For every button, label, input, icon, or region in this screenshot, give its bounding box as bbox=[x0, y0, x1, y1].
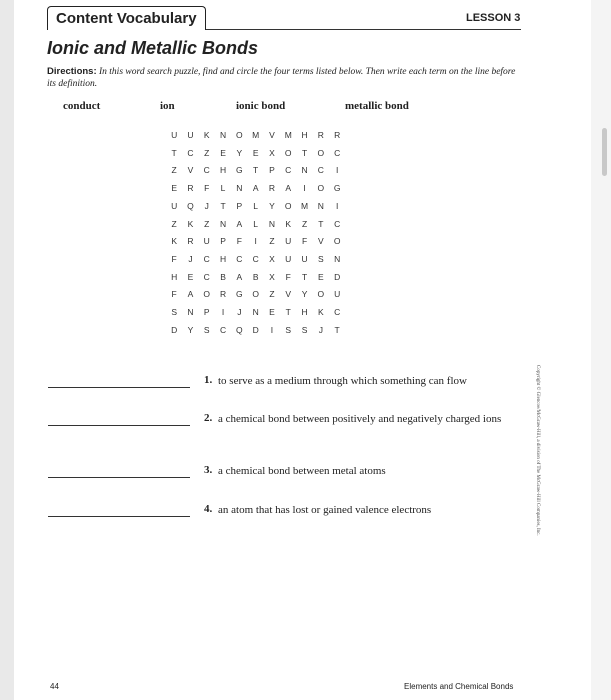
term-item: ion bbox=[160, 100, 175, 112]
grid-letter[interactable]: A bbox=[187, 289, 194, 300]
grid-letter[interactable]: A bbox=[236, 271, 243, 282]
grid-letter[interactable]: J bbox=[188, 253, 193, 264]
grid-letter[interactable]: K bbox=[203, 130, 210, 140]
grid-letter[interactable]: N bbox=[268, 218, 276, 229]
grid-letter[interactable]: I bbox=[335, 200, 339, 211]
grid-letter[interactable]: T bbox=[253, 165, 259, 176]
lesson-label: LESSON 3 bbox=[466, 12, 521, 24]
grid-letter[interactable]: T bbox=[301, 271, 308, 282]
grid-letter[interactable]: Z bbox=[204, 147, 210, 158]
grid-letter[interactable]: O bbox=[284, 200, 292, 211]
grid-letter[interactable]: N bbox=[317, 200, 324, 211]
grid-letter[interactable]: Z bbox=[171, 165, 177, 176]
grid-letter[interactable]: I bbox=[335, 165, 339, 176]
grid-letter[interactable]: G bbox=[333, 183, 341, 194]
grid-letter[interactable]: X bbox=[269, 253, 275, 264]
definition-text: to serve as a medium through which something can flow bbox=[218, 375, 467, 387]
grid-letter[interactable]: C bbox=[252, 253, 259, 264]
grid-letter[interactable]: E bbox=[252, 147, 259, 158]
grid-letter[interactable]: M bbox=[252, 130, 260, 140]
grid-letter[interactable]: R bbox=[317, 130, 324, 140]
grid-letter[interactable]: T bbox=[220, 200, 226, 211]
grid-letter[interactable]: L bbox=[253, 200, 259, 211]
grid-letter[interactable]: D bbox=[171, 324, 178, 335]
grid-letter[interactable]: R bbox=[187, 236, 194, 247]
grid-letter[interactable]: O bbox=[203, 289, 211, 300]
grid-letter[interactable]: C bbox=[203, 253, 210, 264]
grid-letter[interactable]: R bbox=[219, 289, 227, 300]
grid-letter[interactable]: V bbox=[318, 236, 324, 247]
grid-letter[interactable]: M bbox=[284, 130, 292, 140]
term-item: metallic bond bbox=[345, 100, 409, 112]
grid-letter[interactable]: M bbox=[300, 200, 309, 211]
definition-row bbox=[0, 503, 611, 533]
grid-letter[interactable]: U bbox=[285, 253, 292, 264]
grid-letter[interactable]: O bbox=[236, 130, 243, 140]
grid-letter[interactable]: A bbox=[285, 183, 292, 194]
grid-letter[interactable]: O bbox=[317, 289, 325, 300]
grid-letter[interactable]: Y bbox=[269, 200, 275, 211]
grid-letter[interactable]: I bbox=[270, 324, 274, 335]
answer-line[interactable] bbox=[48, 516, 190, 517]
definition-row bbox=[0, 374, 611, 404]
grid-letter[interactable]: H bbox=[219, 165, 227, 176]
grid-letter[interactable]: E bbox=[269, 307, 275, 317]
grid-letter[interactable]: C bbox=[334, 147, 341, 158]
grid-letter[interactable]: S bbox=[318, 253, 324, 264]
term-item: ionic bond bbox=[236, 100, 286, 112]
grid-letter[interactable]: U bbox=[301, 253, 308, 264]
grid-letter[interactable]: P bbox=[236, 200, 243, 211]
section-tag: Content Vocabulary bbox=[47, 6, 206, 30]
grid-letter[interactable]: K bbox=[187, 218, 194, 229]
grid-letter[interactable]: X bbox=[269, 271, 275, 282]
grid-letter[interactable]: C bbox=[203, 271, 210, 282]
grid-letter[interactable]: F bbox=[171, 289, 177, 300]
grid-letter[interactable]: C bbox=[334, 307, 341, 317]
grid-letter[interactable]: J bbox=[204, 200, 209, 211]
grid-letter[interactable]: K bbox=[285, 218, 292, 229]
grid-letter[interactable]: C bbox=[334, 218, 341, 229]
grid-letter[interactable]: U bbox=[187, 130, 194, 140]
grid-letter[interactable]: P bbox=[220, 236, 226, 247]
grid-letter[interactable]: G bbox=[236, 165, 243, 176]
grid-letter[interactable]: T bbox=[301, 147, 308, 158]
grid-letter[interactable]: O bbox=[284, 147, 292, 158]
grid-letter[interactable]: O bbox=[317, 183, 325, 194]
definition-number: 3. bbox=[204, 464, 213, 476]
grid-letter[interactable]: N bbox=[219, 218, 227, 229]
grid-letter[interactable]: K bbox=[171, 236, 177, 247]
grid-letter[interactable]: C bbox=[187, 147, 194, 158]
answer-line[interactable] bbox=[48, 387, 190, 388]
grid-letter[interactable]: T bbox=[334, 324, 340, 335]
grid-letter[interactable]: V bbox=[269, 130, 275, 140]
grid-letter[interactable]: C bbox=[219, 324, 227, 335]
grid-letter[interactable]: Y bbox=[236, 147, 243, 158]
definition-number: 1. bbox=[204, 374, 213, 386]
directions-text: In this word search puzzle, find and circle the four terms listed below. Then write each term on the line before its definition. bbox=[47, 67, 516, 89]
grid-letter[interactable]: C bbox=[317, 165, 324, 176]
grid-letter[interactable]: F bbox=[236, 236, 242, 247]
grid-letter[interactable]: Y bbox=[301, 289, 308, 300]
grid-letter[interactable]: B bbox=[252, 271, 259, 282]
grid-letter[interactable]: N bbox=[301, 165, 308, 176]
grid-letter[interactable]: U bbox=[334, 289, 341, 300]
grid-letter[interactable]: H bbox=[219, 253, 227, 264]
definition-number: 2. bbox=[204, 412, 213, 424]
grid-letter[interactable]: P bbox=[203, 307, 210, 317]
grid-letter[interactable]: R bbox=[187, 183, 194, 194]
grid-letter[interactable]: O bbox=[252, 289, 259, 300]
copyright-notice: Copyright © Glencoe/McGraw-Hill, a division of The McGraw-Hill Companies, Inc. bbox=[535, 365, 540, 536]
grid-letter[interactable]: Z bbox=[269, 236, 275, 247]
grid-letter[interactable]: Q bbox=[236, 324, 243, 335]
grid-letter[interactable]: T bbox=[285, 307, 291, 317]
grid-letter[interactable]: U bbox=[171, 200, 178, 211]
grid-letter[interactable]: N bbox=[219, 130, 227, 140]
grid-letter[interactable]: V bbox=[285, 289, 292, 300]
grid-letter[interactable]: U bbox=[203, 236, 210, 247]
definition-text: a chemical bond between metal atoms bbox=[218, 465, 386, 477]
directions bbox=[47, 66, 517, 90]
grid-letter[interactable]: P bbox=[269, 165, 275, 176]
grid-letter[interactable]: F bbox=[285, 271, 291, 282]
grid-letter[interactable]: E bbox=[318, 271, 324, 282]
grid-letter[interactable]: Z bbox=[171, 218, 177, 229]
grid-letter[interactable]: D bbox=[252, 324, 259, 335]
grid-letter[interactable]: X bbox=[269, 147, 275, 158]
page-title: Ionic and Metallic Bonds bbox=[47, 38, 259, 58]
grid-letter[interactable]: A bbox=[236, 218, 243, 229]
grid-letter[interactable]: Z bbox=[301, 218, 308, 229]
scrollbar-thumb[interactable] bbox=[602, 128, 607, 176]
grid-letter[interactable]: S bbox=[171, 307, 177, 317]
directions-label: Directions: bbox=[47, 66, 97, 77]
grid-letter[interactable]: S bbox=[301, 324, 308, 335]
grid-letter[interactable]: S bbox=[285, 324, 292, 335]
grid-letter[interactable]: Z bbox=[269, 289, 275, 300]
grid-letter[interactable]: R bbox=[268, 183, 276, 194]
grid-letter[interactable]: N bbox=[334, 253, 341, 264]
grid-letter[interactable]: U bbox=[285, 236, 292, 247]
grid-letter[interactable]: C bbox=[285, 165, 292, 176]
grid-letter[interactable]: F bbox=[301, 236, 308, 247]
grid-letter[interactable]: I bbox=[303, 183, 306, 194]
grid-letter[interactable]: E bbox=[220, 147, 226, 158]
definition-number: 4. bbox=[204, 503, 213, 515]
grid-letter[interactable]: E bbox=[187, 271, 194, 282]
definition-row bbox=[0, 464, 611, 494]
grid-letter[interactable]: T bbox=[171, 147, 177, 158]
grid-letter[interactable]: F bbox=[171, 253, 177, 264]
grid-letter[interactable]: J bbox=[318, 324, 323, 335]
grid-letter[interactable]: N bbox=[252, 307, 259, 317]
definition-text: a chemical bond between positively and negatively charged ions bbox=[218, 413, 502, 425]
grid-letter[interactable]: C bbox=[236, 253, 243, 264]
grid-letter[interactable]: J bbox=[237, 307, 242, 317]
footer-title: Elements and Chemical Bonds bbox=[404, 682, 514, 691]
grid-letter[interactable]: H bbox=[171, 271, 178, 282]
grid-letter[interactable]: O bbox=[333, 236, 341, 247]
grid-letter[interactable]: I bbox=[254, 236, 257, 247]
grid-letter[interactable]: N bbox=[236, 183, 243, 194]
grid-letter[interactable]: F bbox=[204, 183, 210, 194]
grid-letter[interactable]: K bbox=[318, 307, 324, 317]
grid-letter[interactable]: A bbox=[252, 183, 259, 194]
grid-letter[interactable]: L bbox=[253, 218, 259, 229]
grid-letter[interactable]: T bbox=[318, 218, 324, 229]
definition-text: an atom that has lost or gained valence electrons bbox=[218, 504, 432, 516]
grid-letter[interactable]: O bbox=[317, 147, 325, 158]
grid-letter[interactable]: B bbox=[220, 271, 226, 282]
grid-letter[interactable]: U bbox=[171, 130, 178, 140]
page-number: 44 bbox=[50, 682, 59, 691]
term-list bbox=[0, 100, 611, 114]
grid-letter[interactable]: D bbox=[334, 271, 341, 282]
answer-line[interactable] bbox=[48, 477, 190, 478]
grid-letter[interactable]: Y bbox=[187, 324, 194, 335]
grid-letter[interactable]: N bbox=[187, 307, 194, 317]
grid-letter[interactable]: C bbox=[203, 165, 210, 176]
grid-letter[interactable]: E bbox=[171, 183, 177, 194]
grid-letter[interactable]: L bbox=[220, 183, 226, 194]
grid-letter[interactable]: R bbox=[334, 130, 341, 140]
definition-row bbox=[0, 412, 611, 442]
grid-letter[interactable]: S bbox=[203, 324, 210, 335]
grid-letter[interactable]: I bbox=[221, 307, 225, 317]
grid-letter[interactable]: Q bbox=[187, 200, 194, 211]
grid-letter[interactable]: V bbox=[187, 165, 194, 176]
grid-letter[interactable]: H bbox=[301, 130, 308, 140]
answer-line[interactable] bbox=[48, 425, 190, 426]
grid-letter[interactable]: H bbox=[301, 307, 308, 317]
grid-letter[interactable]: G bbox=[236, 289, 243, 300]
grid-letter[interactable]: Z bbox=[204, 218, 210, 229]
term-item: conduct bbox=[63, 100, 101, 112]
